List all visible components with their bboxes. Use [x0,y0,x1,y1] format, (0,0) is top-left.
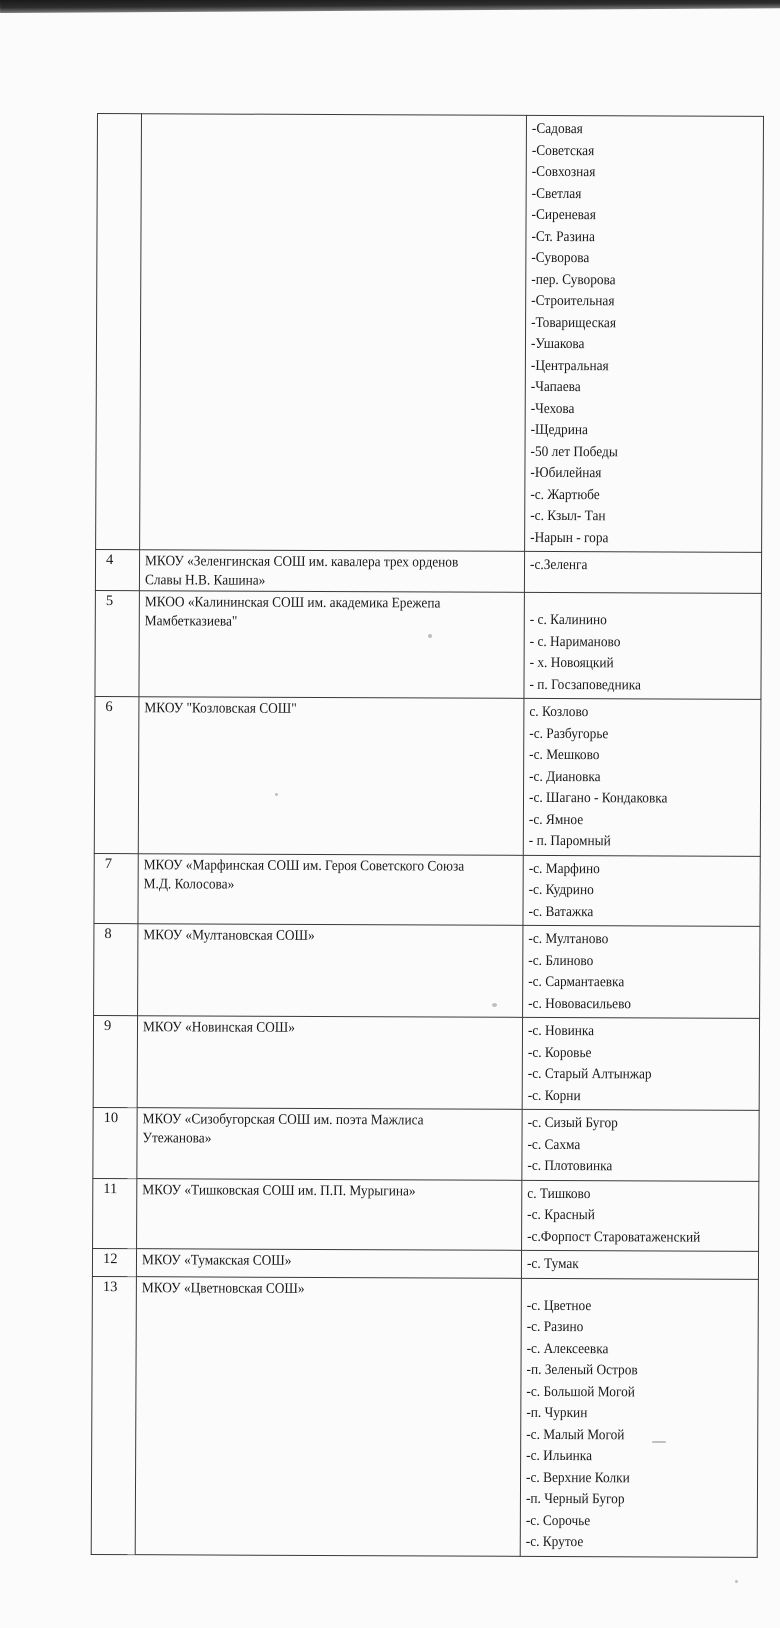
school-name: МКОУ "Козловская СОШ" [144,700,297,717]
row-number-cell [94,853,138,924]
settlement-item: -п. Зеленый Остров [526,1361,638,1379]
scan-speck [492,1003,497,1007]
row-number: 9 [103,1018,112,1035]
settlements-cell [522,1017,759,1110]
settlement-item: -с. Мултаново [528,930,609,948]
settlement-item: -с. Марфино [528,860,600,877]
scan-speck [652,1441,666,1443]
settlements-cell [522,1180,759,1252]
settlement-item: -с. Цветное [526,1297,592,1314]
row-number-cell [95,549,139,590]
settlement-item: -с. Нововасильево [528,995,632,1012]
scan-speck [275,793,278,796]
settlement-item: -Центральная [530,357,609,374]
settlement-item: -с. Красный [527,1206,595,1224]
settlement-item: -с. Разбугорье [529,725,609,742]
school-cell [137,1178,522,1250]
settlement-item: -с. Алексеевка [526,1340,609,1357]
table-row [93,1178,759,1251]
settlement-item: -Ст. Разина [531,228,595,245]
settlement-item: -Садовая [531,120,583,138]
table-body [91,114,763,1557]
table-row [96,114,764,553]
settlement-item: -с. Корни [527,1087,581,1104]
settlement-item: -Нарын - гора [530,529,609,546]
school-name: МКОУ «Марфинская СОШ им. Героя Советского Союза М.Д. Колосова» [143,856,465,893]
settlement-item: -с. Ямное [528,811,584,828]
settlement-item: -с. Ватажка [528,903,594,920]
settlement-item: -Щедрина [530,421,588,439]
school-name: МКОУ «Зеленгинская СОШ им. кавалера трех орденов Славы Н.В. Кашина» [144,553,459,589]
settlement-item: -с. Малый Могой [526,1426,625,1443]
table-row [91,1276,758,1557]
settlement-item: -с.Зеленга [529,556,588,574]
scan-speck [428,634,432,638]
row-number: 12 [102,1251,118,1268]
settlement-item: -с. Сахма [527,1136,581,1153]
school-name: МКОУ «Мултановская СОШ» [143,927,315,944]
school-cell [138,697,524,855]
row-number-cell [96,114,142,550]
school-cell [137,1016,522,1110]
row-number-cell [95,590,139,696]
settlement-item: -п. Чуркин [526,1404,588,1422]
schools-table [91,113,764,1557]
settlement-item: -Советская [531,142,595,159]
school-name: МКОУ «Цветновская СОШ» [141,1279,305,1297]
settlement-item: -Строительная [531,292,615,310]
settlement-item: - х. Новояцкий [529,654,614,672]
school-name: МКОУ «Тишковская СОШ им. П.П. Мурыгина» [142,1181,416,1199]
row-number: 5 [105,593,114,610]
row-number-cell [94,923,138,1015]
settlement-item: -Чехова [530,400,575,417]
scan-speck [735,1580,738,1583]
settlements-cell [520,1278,758,1557]
row-number: 7 [104,855,113,872]
settlement-item: -с.Форпост Староватаженский [527,1228,701,1246]
settlements-cell [525,115,764,552]
settlement-item: -Товарищеская [531,314,617,331]
settlement-item: -с. Верхние Колки [526,1469,630,1486]
table-row [92,1248,758,1278]
settlement-item: - п. Паромный [528,832,611,850]
settlement-item: -Юбилейная [530,464,602,482]
settlement-item: -50 лет Победы [530,443,618,460]
school-cell [138,924,523,1018]
settlement-item: -с. Сармантаевка [528,973,625,991]
settlement-item: -п. Черный Бугор [525,1490,625,1508]
settlement-item: -Ушакова [530,335,585,353]
settlements-cell [524,592,761,699]
row-number: 6 [105,699,113,716]
settlement-item: -с. Диановка [529,768,601,785]
settlement-item: -Светлая [531,185,582,202]
table-row [95,590,761,699]
row-number-cell [94,696,139,853]
row-number: 10 [103,1110,119,1127]
settlement-item: -с. Ильинка [526,1447,593,1465]
school-name: МКОУ «Новинская СОШ» [142,1019,295,1036]
settlements-cell [524,551,761,593]
school-name: МКОУ «Сизобугорская СОШ им. поэта Мажлиса Утежанова» [142,1111,424,1147]
settlement-item: -с. Коровье [527,1044,592,1061]
settlement-item: -с. Кудрино [528,881,594,899]
school-cell [139,591,524,699]
settlement-item: -с. Жартюбе [530,486,600,503]
school-cell [140,114,527,552]
settlement-item: -с. Шагано - Кондаковка [528,789,668,807]
row-number-cell [91,1276,136,1554]
settlement-item: -с. Сорочье [525,1512,591,1529]
row-number: 4 [106,552,114,569]
row-number: 13 [102,1278,118,1295]
table-row [95,549,761,593]
settlement-item: -Чапаева [530,378,581,396]
table-row [94,853,760,926]
row-number-cell [92,1248,136,1276]
settlement-item: -Суворова [531,249,590,267]
settlement-item: -пер. Суворова [531,271,616,288]
school-cell [135,1276,521,1556]
settlement-item: -Сиреневая [531,206,596,224]
row-number-cell [93,1015,137,1107]
school-name [147,116,490,117]
settlement-item: -с. Плотовинка [527,1157,613,1175]
settlement-item: - с. Калинино [529,611,607,629]
settlements-cell [523,925,760,1018]
settlements-cell [523,855,760,927]
scan-top-edge [0,0,780,13]
settlement-item: -с. Мешково [529,746,600,764]
school-cell [136,1249,521,1278]
settlement-item: -с. Кзыл- Тан [530,507,606,525]
settlement-item: -с. Большой Могой [526,1383,635,1400]
settlement-item: -с. Тумак [526,1255,579,1273]
table-row [93,1015,759,1110]
settlement-item: -с. Сизый Бугор [527,1114,618,1132]
settlement-item: -с. Старый Алтынжар [527,1065,652,1083]
settlement-item: -с. Разино [526,1318,584,1336]
settlement-item: с. Козлово [529,703,589,721]
table-row [94,923,760,1018]
settlements-cell [521,1250,758,1279]
table-row [94,696,761,855]
row-number: 8 [104,926,112,943]
settlement-item: - п. Госзаповедника [529,676,641,693]
school-cell [138,853,523,925]
school-cell [139,550,524,593]
row-number: 11 [103,1180,118,1197]
row-number-cell [93,1178,137,1249]
settlement-item: - с. Нариманово [529,633,621,650]
settlements-cell [523,698,761,856]
settlement-item: -с. Крутое [525,1533,584,1551]
row-number-cell [93,1107,137,1178]
school-cell [137,1108,522,1180]
settlement-item: -Совхозная [531,163,596,181]
school-name: МКОУ «Тумакская СОШ» [141,1252,292,1269]
school-name: МКОО «Калининская СОШ им. академика Ережепа Мамбетказиева" [144,594,441,630]
settlement-item: -с. Новинка [527,1022,595,1040]
settlements-cell [522,1109,759,1181]
settlement-item: -с. Блиново [528,952,594,969]
table-row [93,1107,759,1180]
settlement-item: с. Тишково [527,1185,591,1202]
